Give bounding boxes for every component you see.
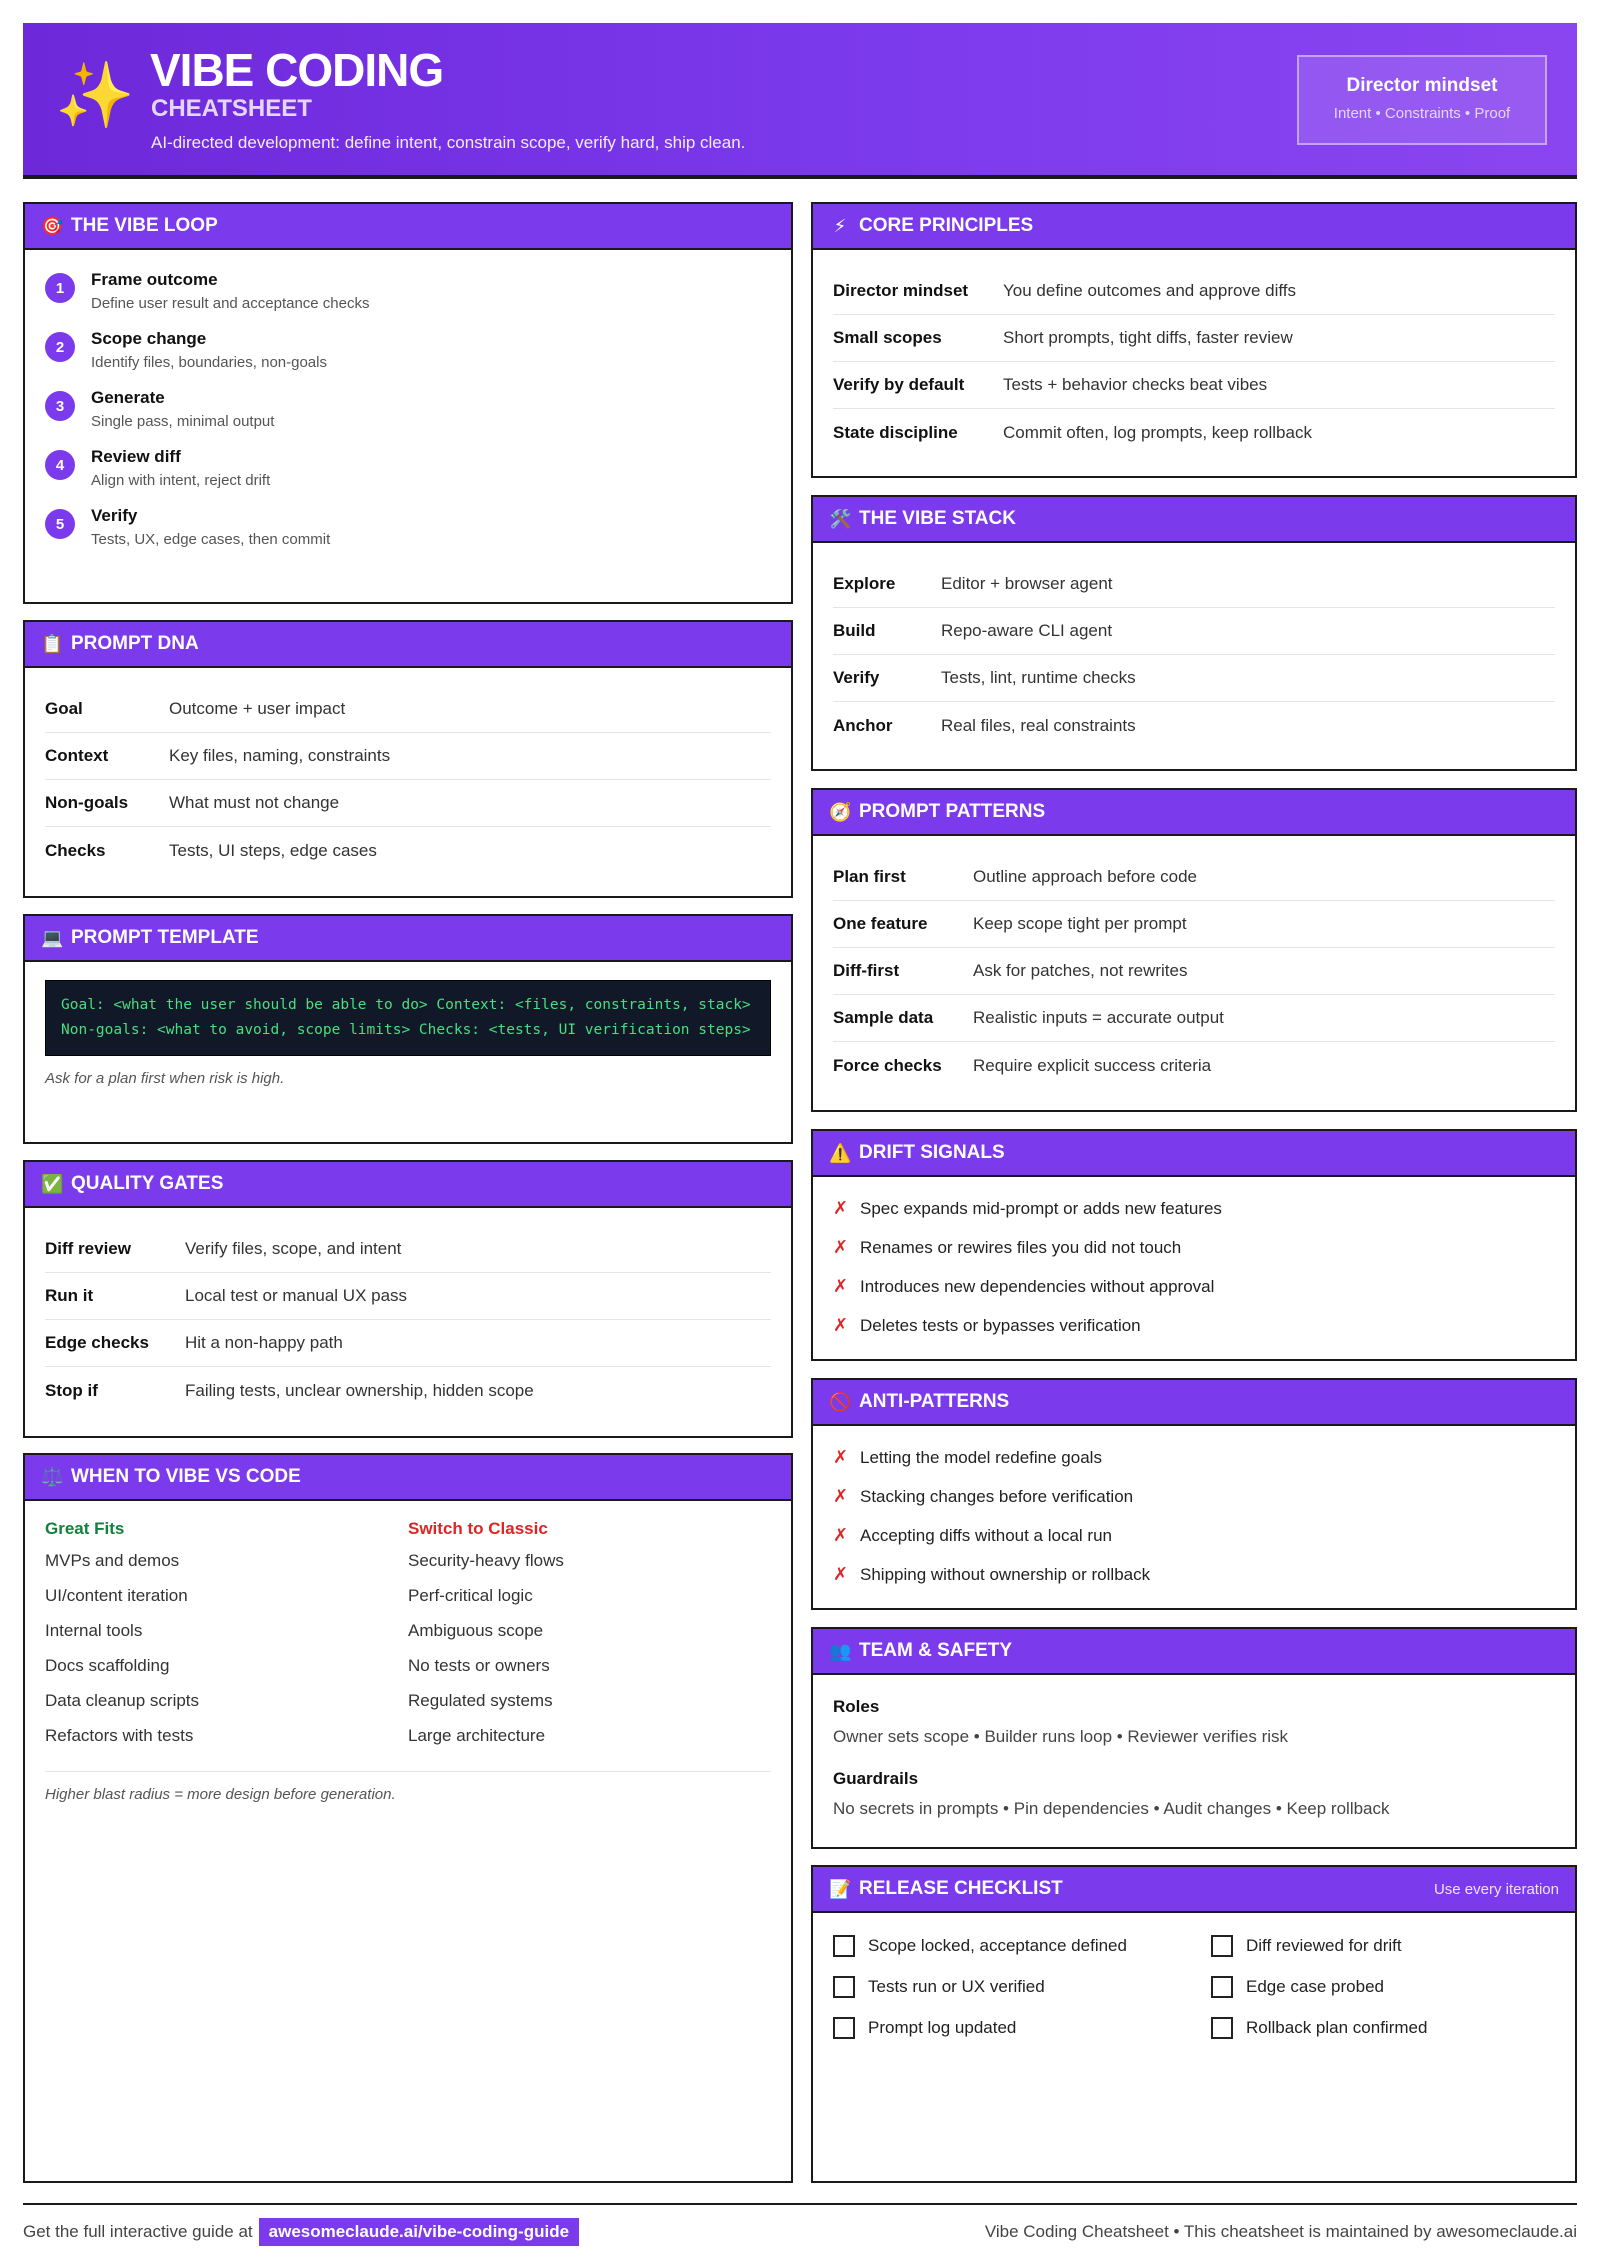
card-header <box>25 1455 791 1501</box>
checklist-item[interactable]: Tests run or UX verified <box>833 1976 1211 1998</box>
step-title: Frame outcome <box>91 270 218 289</box>
list-item: Internal tools <box>45 1621 143 1640</box>
principle-row <box>833 409 1555 456</box>
card-title: THE VIBE LOOP <box>71 215 218 236</box>
row-key: Director mindset <box>833 281 969 300</box>
vibe-stack-card <box>811 495 1577 771</box>
gate-row <box>45 1367 771 1414</box>
when-to-vibe-card <box>23 1453 793 2183</box>
great-fits-heading: Great Fits <box>45 1519 125 1538</box>
card-header <box>813 1629 1575 1675</box>
anti-patterns-card <box>811 1378 1577 1610</box>
list-item: ✗ Introduces new dependencies without approval <box>833 1276 1215 1296</box>
director-mindset-badge <box>1297 55 1547 145</box>
row-key: Diff-first <box>833 961 900 980</box>
cross-icon: ✗ <box>833 1198 849 1218</box>
card-title: PROMPT TEMPLATE <box>71 927 259 948</box>
pattern-row <box>833 995 1555 1042</box>
stack-row <box>833 702 1555 749</box>
row-key: Run it <box>45 1286 94 1305</box>
list-item: ✗ Renames or rewires files you did not touch <box>833 1237 1182 1257</box>
prompt-patterns-card <box>811 788 1577 1112</box>
step-desc: Tests, UX, edge cases, then commit <box>91 531 331 548</box>
prohibited-icon: 🚫 <box>829 1391 852 1412</box>
guardrails-heading: Guardrails <box>833 1769 919 1788</box>
footer-divider <box>23 2203 1577 2205</box>
when-note: Higher blast radius = more design before generation. <box>45 1786 396 1803</box>
pattern-row <box>833 948 1555 995</box>
step-number: 3 <box>45 391 75 421</box>
checkbox[interactable] <box>1211 1935 1233 1957</box>
switch-to-classic-column <box>408 1519 771 1761</box>
row-value: Commit often, log prompts, keep rollback <box>1003 422 1312 442</box>
list-item: Ambiguous scope <box>408 1621 544 1640</box>
card-header <box>25 1162 791 1208</box>
checklist-item[interactable]: Rollback plan confirmed <box>1211 2017 1511 2039</box>
card-header <box>25 916 791 962</box>
row-value: Repo-aware CLI agent <box>941 621 1113 640</box>
dna-row <box>45 686 771 733</box>
page-title: VIBE CODING <box>150 44 444 96</box>
pattern-row <box>833 854 1555 901</box>
card-header <box>813 497 1575 543</box>
row-key: Build <box>833 621 876 640</box>
list-item: ✗ Stacking changes before verification <box>833 1486 1134 1506</box>
row-key: State discipline <box>833 422 958 442</box>
roles-text: Owner sets scope • Builder runs loop • Reviewer verifies risk <box>833 1727 1289 1746</box>
roles-heading: Roles <box>833 1697 880 1716</box>
checklist-hint: Use every iteration <box>1433 1880 1559 1898</box>
row-value: Failing tests, unclear ownership, hidden scope <box>185 1380 534 1400</box>
row-key: One feature <box>833 914 928 933</box>
row-value: Real files, real constraints <box>941 715 1136 735</box>
row-key: Anchor <box>833 715 893 735</box>
row-value: Require explicit success criteria <box>973 1055 1212 1075</box>
cross-icon: ✗ <box>833 1525 849 1545</box>
prompt-template-code[interactable]: Goal: <what the user should be able to do> Context: <files, constraints, stack> Non-goals: <what to avoid, scope limits> Checks: <tests, UI verification steps> <box>45 980 771 1056</box>
row-key: Plan first <box>833 867 906 886</box>
guardrails-text: No secrets in prompts • Pin dependencies • Audit changes • Keep rollback <box>833 1799 1390 1818</box>
list-item: No tests or owners <box>408 1656 550 1675</box>
pattern-row <box>833 1042 1555 1089</box>
row-value: Outcome + user impact <box>169 699 346 718</box>
checklist-item[interactable]: Prompt log updated <box>833 2017 1211 2039</box>
footer-text: Get the full interactive guide at <box>23 2222 253 2241</box>
row-value: Verify files, scope, and intent <box>185 1239 402 1258</box>
target-icon: 🎯 <box>41 215 64 236</box>
card-header <box>813 1380 1575 1426</box>
row-key: Stop if <box>45 1380 98 1400</box>
card-title: PROMPT PATTERNS <box>859 801 1046 822</box>
row-key: Edge checks <box>45 1333 149 1352</box>
card-header <box>813 790 1575 836</box>
compass-icon: 🧭 <box>829 801 852 822</box>
dna-row <box>45 780 771 827</box>
stack-row <box>833 561 1555 608</box>
checkbox[interactable] <box>833 1976 855 1998</box>
prompt-template-card <box>23 914 793 1144</box>
loop-step <box>45 329 771 371</box>
row-value: Key files, naming, constraints <box>169 746 391 765</box>
checkbox[interactable] <box>833 1935 855 1957</box>
row-value: Outline approach before code <box>973 867 1197 886</box>
row-value: Ask for patches, not rewrites <box>973 961 1188 980</box>
row-key: Diff review <box>45 1239 131 1258</box>
quality-gates-card <box>23 1160 793 1438</box>
row-value: You define outcomes and approve diffs <box>1003 281 1296 300</box>
card-title: PROMPT DNA <box>71 633 199 654</box>
page-subtitle: CHEATSHEET <box>151 95 312 122</box>
cross-icon: ✗ <box>833 1564 849 1584</box>
sparkles-icon: ✨ <box>55 59 135 131</box>
row-value: Tests, lint, runtime checks <box>941 668 1136 687</box>
people-icon: 👥 <box>829 1640 852 1661</box>
card-title: DRIFT SIGNALS <box>859 1142 1005 1163</box>
step-number: 2 <box>45 332 75 362</box>
great-fits-column <box>45 1519 408 1761</box>
prompt-dna-card <box>23 620 793 898</box>
stack-row <box>833 608 1555 655</box>
card-title: ANTI-PATTERNS <box>859 1391 1010 1412</box>
step-title: Generate <box>91 388 165 407</box>
row-value: Hit a non-happy path <box>185 1333 343 1352</box>
stack-row <box>833 655 1555 702</box>
clipboard-icon: 📋 <box>41 633 64 654</box>
row-value: What must not change <box>169 793 340 812</box>
row-value: Keep scope tight per prompt <box>973 914 1187 933</box>
list-item: Perf-critical logic <box>408 1586 533 1605</box>
release-checklist-card <box>811 1865 1577 2183</box>
list-item: Data cleanup scripts <box>45 1691 200 1710</box>
card-header <box>25 622 791 668</box>
checklist-item[interactable]: Edge case probed <box>1211 1976 1511 1998</box>
cross-icon: ✗ <box>833 1315 849 1335</box>
card-title: CORE PRINCIPLES <box>859 215 1034 236</box>
row-key: Sample data <box>833 1008 934 1027</box>
card-title: WHEN TO VIBE VS CODE <box>71 1466 301 1487</box>
footer-left <box>23 2218 579 2246</box>
list-item: Security-heavy flows <box>408 1551 564 1570</box>
page-tagline: AI-directed development: define intent, constrain scope, verify hard, ship clean. <box>151 133 746 152</box>
step-number: 1 <box>45 273 75 303</box>
list-item: Regulated systems <box>408 1691 553 1710</box>
list-item: MVPs and demos <box>45 1551 180 1570</box>
dna-row <box>45 733 771 780</box>
list-item: Large architecture <box>408 1726 546 1745</box>
laptop-icon: 💻 <box>41 927 64 948</box>
footer-credit: Vibe Coding Cheatsheet • This cheatsheet is maintained by awesomeclaude.ai <box>984 2222 1577 2241</box>
warning-icon: ⚠️ <box>829 1142 852 1163</box>
row-value: Editor + browser agent <box>941 574 1113 593</box>
card-title: RELEASE CHECKLIST <box>859 1878 1063 1899</box>
card-header <box>25 204 791 250</box>
row-value: Tests, UI steps, edge cases <box>169 840 377 860</box>
card-header <box>813 1131 1575 1177</box>
row-key: Force checks <box>833 1055 942 1075</box>
list-item: ✗ Accepting diffs without a local run <box>833 1525 1112 1545</box>
step-title: Review diff <box>91 447 181 466</box>
loop-step <box>45 506 771 548</box>
core-principles-card <box>811 202 1577 478</box>
list-item: ✗ Deletes tests or bypasses verification <box>833 1315 1141 1335</box>
list-item: Refactors with tests <box>45 1726 194 1745</box>
step-number: 5 <box>45 509 75 539</box>
list-item: ✗ Shipping without ownership or rollback <box>833 1564 1151 1584</box>
switch-classic-heading: Switch to Classic <box>408 1519 548 1538</box>
template-note: Ask for a plan first when risk is high. <box>45 1070 285 1087</box>
list-item: Docs scaffolding <box>45 1656 170 1675</box>
badge-title: Director mindset <box>1346 75 1498 96</box>
check-icon: ✅ <box>41 1173 64 1194</box>
vibe-loop-card <box>23 202 793 604</box>
row-key: Verify by default <box>833 375 965 394</box>
card-header <box>813 204 1575 250</box>
list-item: ✗ Letting the model redefine goals <box>833 1447 1102 1467</box>
header-banner <box>23 23 1577 179</box>
card-title: QUALITY GATES <box>71 1173 224 1194</box>
cross-icon: ✗ <box>833 1447 849 1467</box>
row-key: Context <box>45 746 109 765</box>
gate-row <box>45 1320 771 1367</box>
badge-subtitle: Intent • Constraints • Proof <box>1333 105 1511 122</box>
row-key: Verify <box>833 668 880 687</box>
pattern-row <box>833 901 1555 948</box>
list-item: UI/content iteration <box>45 1586 188 1605</box>
card-title: TEAM & SAFETY <box>859 1640 1013 1661</box>
principle-row <box>833 362 1555 409</box>
loop-step <box>45 447 771 489</box>
card-title: THE VIBE STACK <box>859 508 1016 529</box>
row-value: Local test or manual UX pass <box>185 1286 408 1305</box>
row-key: Checks <box>45 840 106 860</box>
gate-row <box>45 1226 771 1273</box>
row-key: Goal <box>45 699 83 718</box>
step-title: Verify <box>91 506 138 525</box>
cross-icon: ✗ <box>833 1486 849 1506</box>
checkbox[interactable] <box>1211 1976 1233 1998</box>
memo-icon: 📝 <box>829 1878 852 1899</box>
row-value: Tests + behavior checks beat vibes <box>1003 375 1268 394</box>
checkbox[interactable] <box>833 2017 855 2039</box>
principle-row <box>833 268 1555 315</box>
cross-icon: ✗ <box>833 1276 849 1296</box>
divider <box>45 1771 771 1772</box>
checklist-item[interactable]: Scope locked, acceptance defined <box>833 1935 1211 1957</box>
lightning-icon: ⚡ <box>833 215 847 236</box>
row-key: Non-goals <box>45 793 129 812</box>
principle-row <box>833 315 1555 362</box>
card-header <box>813 1867 1575 1913</box>
checklist-item[interactable]: Diff reviewed for drift <box>1211 1935 1511 1957</box>
step-desc: Single pass, minimal output <box>91 413 275 430</box>
team-safety-card <box>811 1627 1577 1849</box>
step-number: 4 <box>45 450 75 480</box>
step-desc: Identify files, boundaries, non-goals <box>91 354 327 371</box>
step-title: Scope change <box>91 329 207 348</box>
loop-step <box>45 388 771 430</box>
row-value: Short prompts, tight diffs, faster review <box>1003 328 1293 347</box>
scales-icon: ⚖️ <box>41 1466 64 1487</box>
list-item: ✗ Spec expands mid-prompt or adds new features <box>833 1198 1222 1218</box>
checkbox[interactable] <box>1211 2017 1233 2039</box>
step-desc: Align with intent, reject drift <box>91 472 271 489</box>
row-value: Realistic inputs = accurate output <box>973 1008 1224 1027</box>
drift-signals-card <box>811 1129 1577 1361</box>
loop-step <box>45 270 771 312</box>
row-key: Explore <box>833 574 896 593</box>
gate-row <box>45 1273 771 1320</box>
dna-row <box>45 827 771 874</box>
tools-icon: 🛠️ <box>829 508 852 529</box>
step-desc: Define user result and acceptance checks <box>91 295 370 312</box>
row-key: Small scopes <box>833 328 942 347</box>
guide-link[interactable]: awesomeclaude.ai/vibe-coding-guide <box>259 2218 579 2246</box>
cross-icon: ✗ <box>833 1237 849 1257</box>
